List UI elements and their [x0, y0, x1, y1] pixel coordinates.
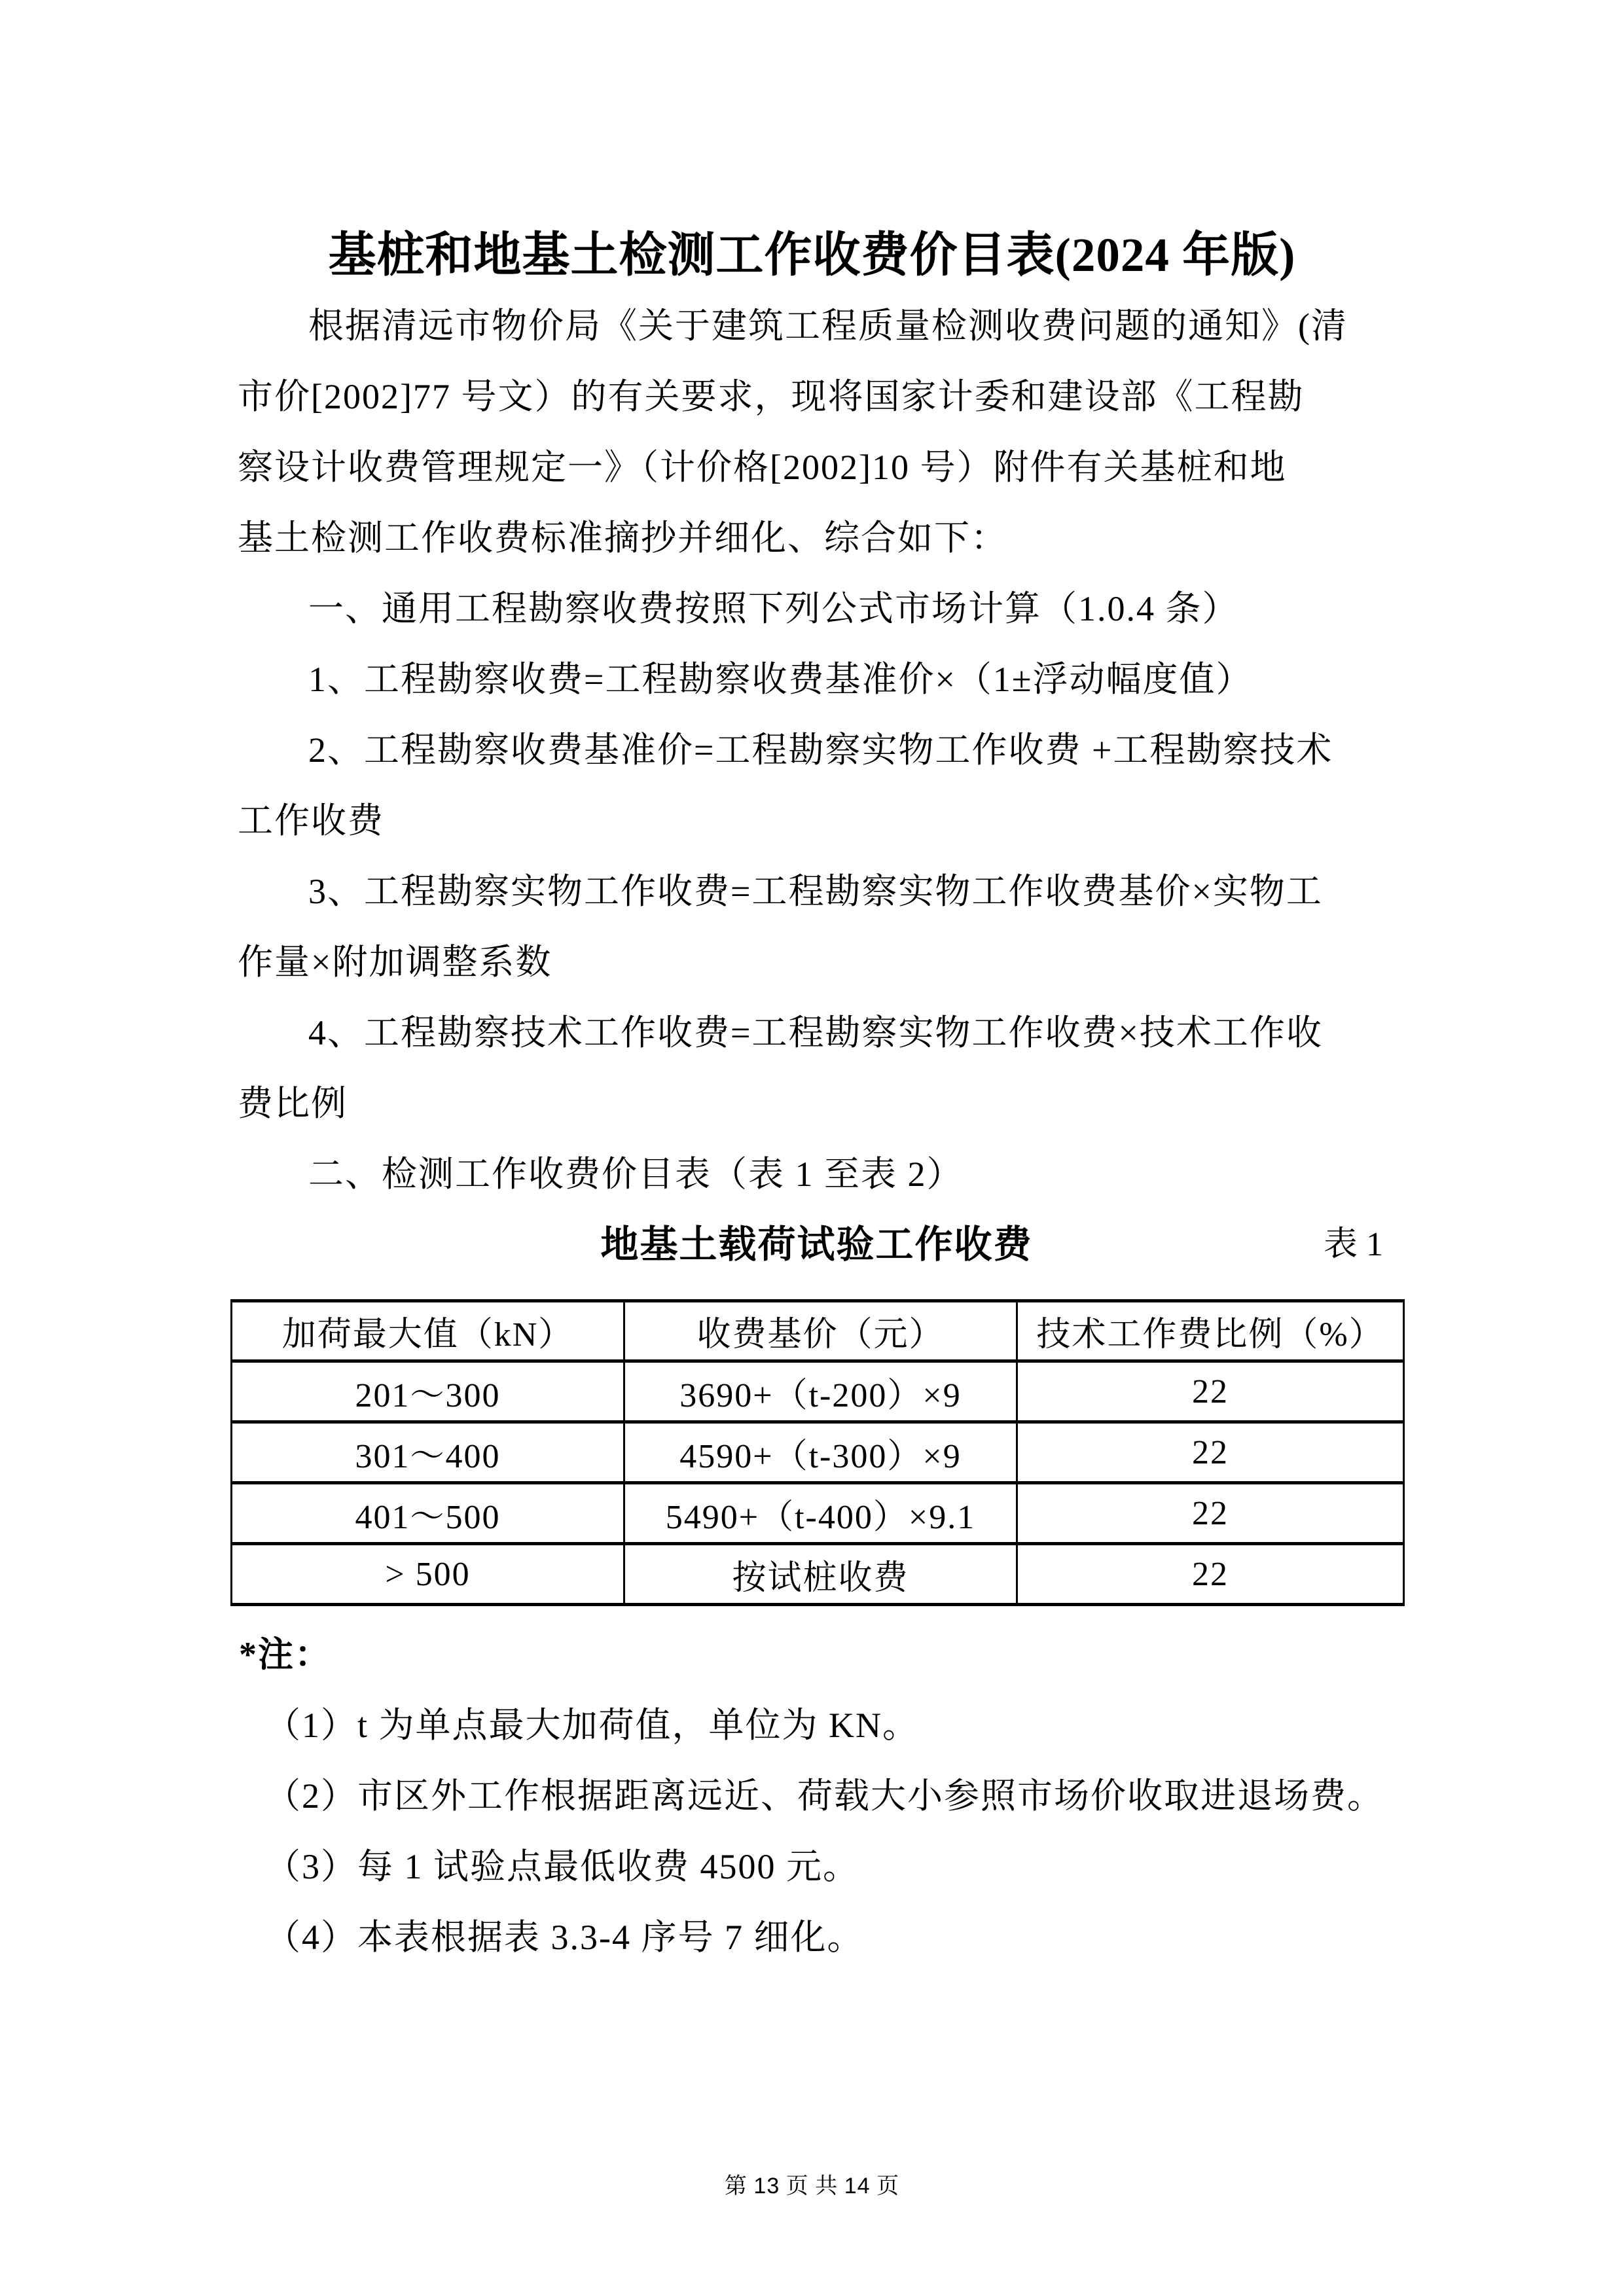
- col-header-max-load: 加荷最大值（kN）: [232, 1301, 624, 1361]
- cell-base-price: 按试桩收费: [624, 1544, 1017, 1605]
- page-footer: [0, 2170, 1624, 2203]
- body-line: 市价[2002]77 号文）的有关要求，现将国家计委和建设部《工程勘: [238, 377, 1305, 416]
- body-line: 费比例: [238, 1084, 348, 1123]
- cell-tech-ratio: 22: [1017, 1544, 1404, 1605]
- cell-tech-ratio: 22: [1017, 1483, 1404, 1544]
- body-line: 根据清远市物价局《关于建筑工程质量检测收费问题的通知》(清: [308, 306, 1348, 346]
- body-paragraphs: [238, 291, 1624, 1210]
- body-line: 工作收费: [238, 801, 384, 840]
- body-line: 4、工程勘察技术工作收费=工程勘察实物工作收费×技术工作收: [308, 1013, 1323, 1052]
- cell-load-range: 201～300: [232, 1361, 624, 1422]
- body-line: 察设计收费管理规定一》（计价格[2002]10 号）附件有关基桩和地: [238, 448, 1287, 487]
- cell-tech-ratio: 22: [1017, 1422, 1404, 1483]
- table-header-row: [232, 1301, 1404, 1361]
- col-header-tech-fee-ratio: 技术工作费比例（%）: [1017, 1301, 1404, 1361]
- body-line: 2、工程勘察收费基准价=工程勘察实物工作收费 +工程勘察技术: [308, 730, 1333, 770]
- table1-caption: 地基土载荷试验工作收费: [600, 1223, 1033, 1266]
- cell-load-range: > 500: [232, 1544, 624, 1605]
- footer-middle: 页 共: [785, 2174, 839, 2198]
- table-row: [232, 1422, 1404, 1483]
- cell-base-price: 3690+（t-200）×9: [624, 1361, 1017, 1422]
- cell-load-range: 401～500: [232, 1483, 624, 1544]
- footer-suffix: 页: [876, 2174, 900, 2198]
- table-row: [232, 1361, 1404, 1422]
- notes-section: [239, 1619, 1624, 1973]
- note-item: （1）t 为单点最大加荷值，单位为 KN。: [265, 1706, 919, 1745]
- body-line: 3、工程勘察实物工作收费=工程勘察实物工作收费基价×实物工: [308, 872, 1323, 911]
- body-line: 基土检测工作收费标准摘抄并细化、综合如下：: [238, 518, 1007, 558]
- cell-tech-ratio: 22: [1017, 1361, 1404, 1422]
- body-line: 作量×附加调整系数: [238, 942, 552, 982]
- body-line: 1、工程勘察收费=工程勘察收费基准价×（1±浮动幅度值）: [308, 660, 1253, 699]
- note-item: （2）市区外工作根据距离远近、荷载大小参照市场价收取进退场费。: [265, 1776, 1384, 1816]
- table-row: [232, 1544, 1404, 1605]
- cell-load-range: 301～400: [232, 1422, 624, 1483]
- footer-prefix: 第: [724, 2174, 748, 2198]
- note-item: （3）每 1 试验点最低收费 4500 元。: [265, 1847, 859, 1886]
- body-line: 一、通用工程勘察收费按照下列公式市场计算（1.0.4 条）: [308, 589, 1239, 628]
- table-row: [232, 1483, 1404, 1544]
- note-item: （4）本表根据表 3.3-4 序号 7 细化。: [265, 1918, 864, 1957]
- page-title: 基桩和地基土检测工作收费价目表(2024 年版): [328, 228, 1296, 281]
- table1-caption-row: [230, 1210, 1403, 1290]
- fee-table: [230, 1299, 1405, 1606]
- cell-base-price: 4590+（t-300）×9: [624, 1422, 1017, 1483]
- body-line: 二、检测工作收费价目表（表 1 至表 2）: [308, 1155, 964, 1194]
- footer-total-pages: 14: [844, 2174, 871, 2198]
- table1-label: 表 1: [1323, 1226, 1383, 1263]
- notes-title: *注：: [239, 1635, 331, 1674]
- cell-base-price: 5490+（t-400）×9.1: [624, 1483, 1017, 1544]
- footer-page-number: 13: [753, 2174, 780, 2198]
- col-header-base-price: 收费基价（元）: [624, 1301, 1017, 1361]
